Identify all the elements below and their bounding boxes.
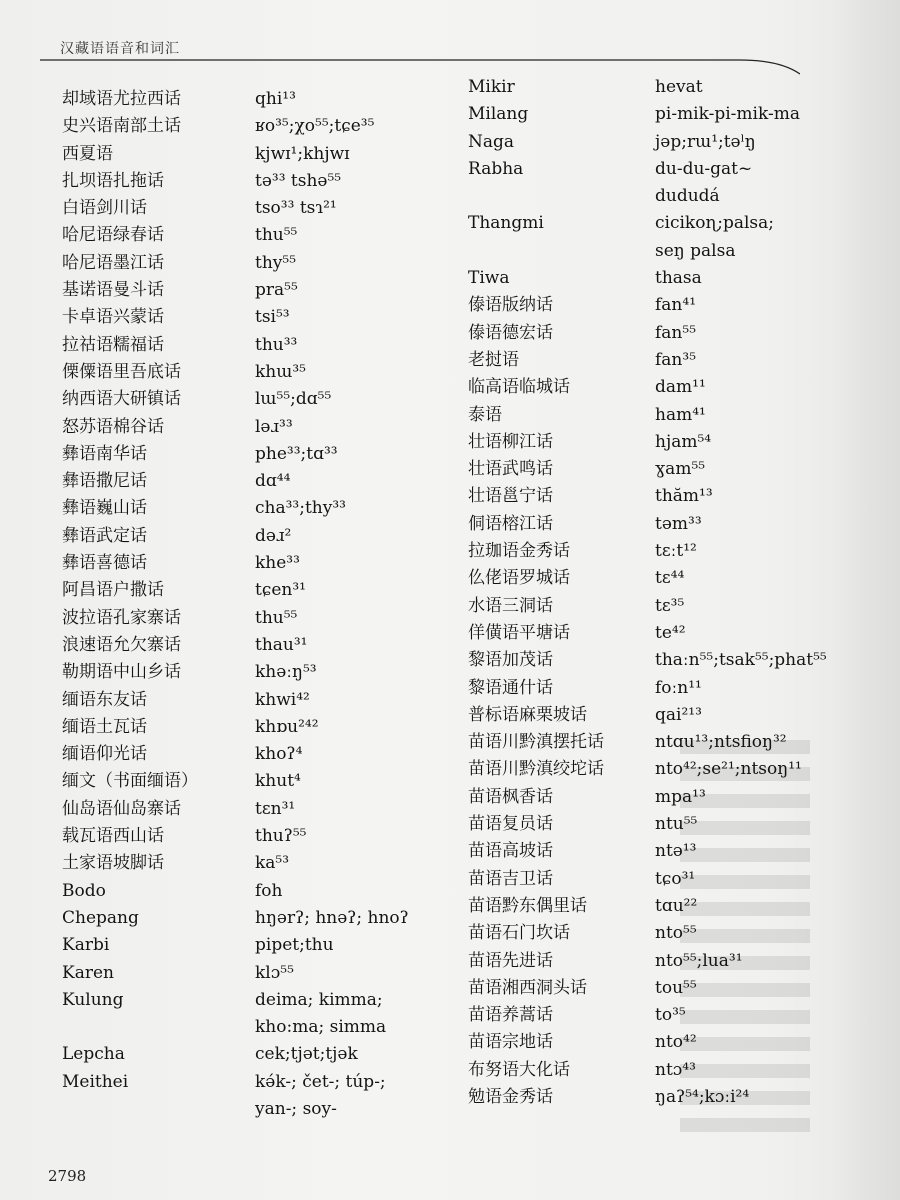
left-lang-entry: 傈僳语里吾底话 bbox=[62, 361, 181, 382]
right-lang-entry bbox=[468, 183, 604, 210]
right-form-entry: təm³³ bbox=[655, 513, 702, 534]
right-form-entry: jəp;rɯ¹;təˡŋ bbox=[655, 131, 756, 152]
right-form-entry: hevat bbox=[655, 77, 703, 97]
left-form-entry: thu³³ bbox=[255, 334, 298, 355]
left-lang-entry: 彝语武定话 bbox=[62, 525, 147, 546]
right-form-entry: nto⁴²;se²¹;ntsoŋ¹¹ bbox=[655, 759, 802, 780]
right-form-entry: thaːn⁵⁵;tsak⁵⁵;phat⁵⁵ bbox=[655, 650, 827, 671]
right-lang-entry: 仫佬语罗城话 bbox=[468, 568, 570, 589]
left-form-entry: thy⁵⁵ bbox=[255, 252, 297, 273]
right-form-column bbox=[655, 74, 827, 1111]
right-form-entry: thăm¹³ bbox=[655, 486, 713, 507]
right-form-entry: ɣam⁵⁵ bbox=[655, 459, 706, 480]
right-lang-entry: 壮语武鸣话 bbox=[468, 459, 553, 480]
left-lang-entry: 却域语尤拉西话 bbox=[62, 89, 181, 109]
right-lang-entry: 黎语加茂话 bbox=[468, 650, 553, 671]
right-form-entry: tɛ⁴⁴ bbox=[655, 568, 685, 589]
left-form-entry: yan-; soy- bbox=[255, 1098, 337, 1119]
left-lang-entry: Bodo bbox=[62, 880, 106, 901]
left-lang-entry: 缅语东友话 bbox=[62, 689, 147, 710]
left-lang-entry: 基诺语曼斗话 bbox=[62, 280, 164, 301]
right-form-entry: ntə¹³ bbox=[655, 841, 697, 862]
right-form-entry: ham⁴¹ bbox=[655, 404, 706, 425]
right-form-entry: ntɔ⁴³ bbox=[655, 1059, 696, 1080]
left-form-entry: dɑ⁴⁴ bbox=[255, 471, 291, 492]
right-form-entry: dam¹¹ bbox=[655, 377, 706, 398]
right-form-entry: nto⁵⁵;lua³¹ bbox=[655, 950, 743, 971]
right-lang-entry: Milang bbox=[468, 104, 529, 125]
left-form-entry: phe³³;tɑ³³ bbox=[255, 443, 338, 464]
left-lang-entry: 扎坝语扎拖话 bbox=[62, 170, 164, 191]
left-form-entry: thu⁵⁵ bbox=[255, 225, 298, 246]
right-form-entry: qai²¹³ bbox=[655, 704, 702, 725]
right-form-entry: nto⁵⁵ bbox=[655, 923, 697, 944]
right-form-entry: dududá bbox=[655, 186, 720, 207]
right-form-entry: tɕo³¹ bbox=[655, 868, 696, 889]
right-form-entry: thasa bbox=[655, 268, 702, 289]
left-form-entry: lɯ⁵⁵;dɑ⁵⁵ bbox=[255, 389, 332, 410]
left-form-entry: thu⁵⁵ bbox=[255, 607, 298, 628]
right-lang-entry: 苗语黔东偶里话 bbox=[468, 895, 587, 916]
right-lang-entry: 苗语川黔滇摆托话 bbox=[468, 732, 604, 753]
left-form-entry: ləɹ³³ bbox=[255, 416, 293, 437]
left-lang-entry: 载瓦语西山话 bbox=[62, 826, 164, 847]
left-form-entry: kə́k-; čet-; túp-; bbox=[255, 1071, 386, 1092]
left-form-entry: kjwɪ¹;khjwɪ bbox=[255, 143, 350, 164]
right-lang-entry: 布努语大化话 bbox=[468, 1059, 570, 1080]
left-language-column bbox=[62, 86, 198, 1123]
right-form-entry: hjam⁵⁴ bbox=[655, 431, 712, 452]
left-form-entry: ka⁵³ bbox=[255, 853, 290, 874]
left-form-entry: cek;tjət;tjək bbox=[255, 1044, 358, 1065]
left-form-entry: tsi⁵³ bbox=[255, 307, 290, 328]
right-lang-entry: 普标语麻栗坡话 bbox=[468, 704, 587, 725]
right-lang-entry: 苗语养蒿话 bbox=[468, 1005, 553, 1026]
left-lang-entry: 阿昌语户撒话 bbox=[62, 580, 164, 601]
left-form-entry: kho:ma; simma bbox=[255, 1017, 387, 1038]
left-lang-entry: 哈尼语墨江话 bbox=[62, 252, 164, 273]
left-form-entry: klɔ⁵⁵ bbox=[255, 962, 294, 983]
right-form-entry: to³⁵ bbox=[655, 1005, 686, 1026]
left-lang-entry: 彝语南华话 bbox=[62, 443, 147, 464]
left-form-entry: thuʔ⁵⁵ bbox=[255, 826, 307, 847]
right-lang-entry: 傣语版纳话 bbox=[468, 295, 553, 316]
left-form-entry: tɕen³¹ bbox=[255, 580, 306, 601]
left-lang-entry bbox=[62, 1014, 198, 1041]
left-lang-entry: Meithei bbox=[62, 1071, 129, 1092]
right-form-entry: fan⁵⁵ bbox=[655, 322, 697, 343]
left-form-entry: khɯ³⁵ bbox=[255, 361, 306, 382]
right-lang-entry: 苗语石门坎话 bbox=[468, 923, 570, 944]
right-lang-entry: 苗语高坡话 bbox=[468, 841, 553, 862]
page-edge-shadow bbox=[830, 0, 900, 1200]
left-form-entry: khe³³ bbox=[255, 553, 300, 574]
left-lang-entry: 缅文（书面缅语） bbox=[62, 771, 198, 792]
right-lang-entry: 水语三洞话 bbox=[468, 595, 553, 616]
left-form-entry: khwi⁴² bbox=[255, 689, 310, 710]
left-form-entry: deima; kimma; bbox=[255, 989, 383, 1010]
right-lang-entry: 临高语临城话 bbox=[468, 377, 570, 398]
left-form-entry: khoʔ⁴ bbox=[255, 744, 303, 765]
right-form-entry: foːn¹¹ bbox=[655, 677, 702, 698]
right-lang-entry: 泰语 bbox=[468, 404, 502, 425]
left-form-entry: pipet;thu bbox=[255, 935, 334, 956]
left-lang-entry: 史兴语南部土话 bbox=[62, 116, 181, 137]
right-form-entry: tɑu²² bbox=[655, 895, 698, 916]
left-lang-entry: Karen bbox=[62, 962, 114, 983]
right-form-entry: tɛːt¹² bbox=[655, 541, 697, 562]
page-number: 2798 bbox=[48, 1167, 87, 1185]
right-lang-entry: Tiwa bbox=[468, 268, 510, 289]
right-lang-entry: 苗语宗地话 bbox=[468, 1032, 553, 1053]
left-lang-entry: 彝语喜德话 bbox=[62, 553, 147, 574]
right-lang-entry: Rabha bbox=[468, 158, 524, 179]
left-lang-entry: 缅语仰光话 bbox=[62, 744, 147, 765]
left-lang-entry: 缅语土瓦话 bbox=[62, 716, 147, 737]
right-form-entry: nto⁴² bbox=[655, 1032, 697, 1053]
left-lang-entry: 彝语巍山话 bbox=[62, 498, 147, 519]
left-lang-entry: 西夏语 bbox=[62, 143, 113, 164]
right-form-entry: cicikoɳ;palsa; bbox=[655, 213, 775, 234]
left-form-entry: tə³³ tshə⁵⁵ bbox=[255, 170, 342, 191]
left-form-entry: qhi¹³ bbox=[255, 89, 296, 109]
left-lang-entry: 土家语坡脚话 bbox=[62, 853, 164, 874]
left-lang-entry: Karbi bbox=[62, 935, 110, 956]
right-lang-entry: 苗语先进话 bbox=[468, 950, 553, 971]
left-lang-entry: 纳西语大研镇话 bbox=[62, 389, 181, 410]
right-lang-entry: 壮语邕宁话 bbox=[468, 486, 553, 507]
left-lang-entry: Lepcha bbox=[62, 1044, 125, 1065]
running-header-title: 汉藏语语音和词汇 bbox=[60, 41, 180, 57]
left-form-entry: thau³¹ bbox=[255, 634, 308, 655]
right-form-entry: tɛ³⁵ bbox=[655, 595, 685, 616]
left-form-entry: hŋərʔ; hnəʔ; hnoʔ bbox=[255, 907, 409, 928]
right-lang-entry: 黎语通什话 bbox=[468, 677, 553, 698]
left-form-entry: tso³³ tsɿ²¹ bbox=[255, 198, 337, 219]
right-lang-entry: 壮语柳江话 bbox=[468, 431, 553, 452]
left-lang-entry bbox=[62, 1096, 198, 1123]
right-lang-entry: Naga bbox=[468, 131, 515, 152]
right-lang-entry: 佯僙语平塘话 bbox=[468, 622, 570, 643]
right-form-entry: ntɑu¹³;ntsfioŋ³² bbox=[655, 732, 787, 753]
left-lang-entry: 白语剑川话 bbox=[62, 198, 147, 219]
right-lang-entry: 勉语金秀话 bbox=[468, 1086, 553, 1107]
left-lang-entry: 浪速语允欠寨话 bbox=[62, 634, 181, 655]
right-lang-entry: 苗语复员话 bbox=[468, 814, 553, 835]
right-form-entry: fan⁴¹ bbox=[655, 295, 697, 316]
left-form-entry: tɛn³¹ bbox=[255, 798, 296, 819]
left-lang-entry: 怒苏语棉谷话 bbox=[62, 416, 164, 437]
left-form-entry: khɒu²⁴² bbox=[255, 716, 319, 737]
left-form-entry: foh bbox=[255, 880, 283, 901]
right-form-entry: ntu⁵⁵ bbox=[655, 814, 698, 835]
left-form-entry: cha³³;thy³³ bbox=[255, 498, 346, 519]
right-form-entry: seŋ palsa bbox=[655, 240, 736, 261]
left-lang-entry: 哈尼语绿春话 bbox=[62, 225, 164, 246]
left-lang-entry: 勒期语中山乡话 bbox=[62, 662, 181, 683]
right-form-entry: te⁴² bbox=[655, 622, 686, 643]
left-lang-entry: 拉祜语糯福话 bbox=[62, 334, 164, 355]
left-form-entry: khəːŋ⁵³ bbox=[255, 662, 317, 683]
right-lang-entry: 苗语枫香话 bbox=[468, 786, 553, 807]
left-lang-entry: 仙岛语仙岛寨话 bbox=[62, 798, 181, 819]
right-lang-entry bbox=[468, 238, 604, 265]
right-lang-entry: 苗语川黔滇绞坨话 bbox=[468, 759, 604, 780]
right-lang-entry: Mikir bbox=[468, 77, 515, 97]
right-lang-entry: 侗语榕江话 bbox=[468, 513, 553, 534]
right-lang-entry: 拉珈语金秀话 bbox=[468, 541, 570, 562]
right-lang-entry: 苗语吉卫话 bbox=[468, 868, 553, 889]
right-lang-entry: 老挝语 bbox=[468, 349, 519, 370]
right-language-column bbox=[468, 74, 604, 1111]
right-form-entry: pi-mik-pi-mik-ma bbox=[655, 104, 800, 125]
right-form-entry: ŋaʔ⁵⁴;kɔːi²⁴ bbox=[655, 1086, 750, 1107]
right-lang-entry: Thangmi bbox=[468, 213, 544, 234]
left-form-entry: ʁo³⁵;χo⁵⁵;tɕe³⁵ bbox=[255, 116, 375, 137]
right-form-entry: fan³⁵ bbox=[655, 349, 697, 370]
left-lang-entry: Chepang bbox=[62, 907, 139, 928]
left-lang-entry: 彝语撒尼话 bbox=[62, 471, 147, 492]
left-form-column bbox=[255, 86, 409, 1123]
left-form-entry: dəɹ² bbox=[255, 525, 292, 546]
right-lang-entry: 傣语德宏话 bbox=[468, 322, 553, 343]
right-lang-entry: 苗语湘西洞头话 bbox=[468, 977, 587, 998]
right-form-entry: mpa¹³ bbox=[655, 786, 706, 807]
right-form-entry: du-du-gat~ bbox=[655, 158, 753, 179]
left-lang-entry: 卡卓语兴蒙话 bbox=[62, 307, 164, 328]
right-form-entry: tou⁵⁵ bbox=[655, 977, 697, 998]
left-lang-entry: Kulung bbox=[62, 989, 124, 1010]
left-lang-entry: 波拉语孔家寨话 bbox=[62, 607, 181, 628]
left-form-entry: khut⁴ bbox=[255, 771, 301, 792]
left-form-entry: pra⁵⁵ bbox=[255, 280, 298, 301]
